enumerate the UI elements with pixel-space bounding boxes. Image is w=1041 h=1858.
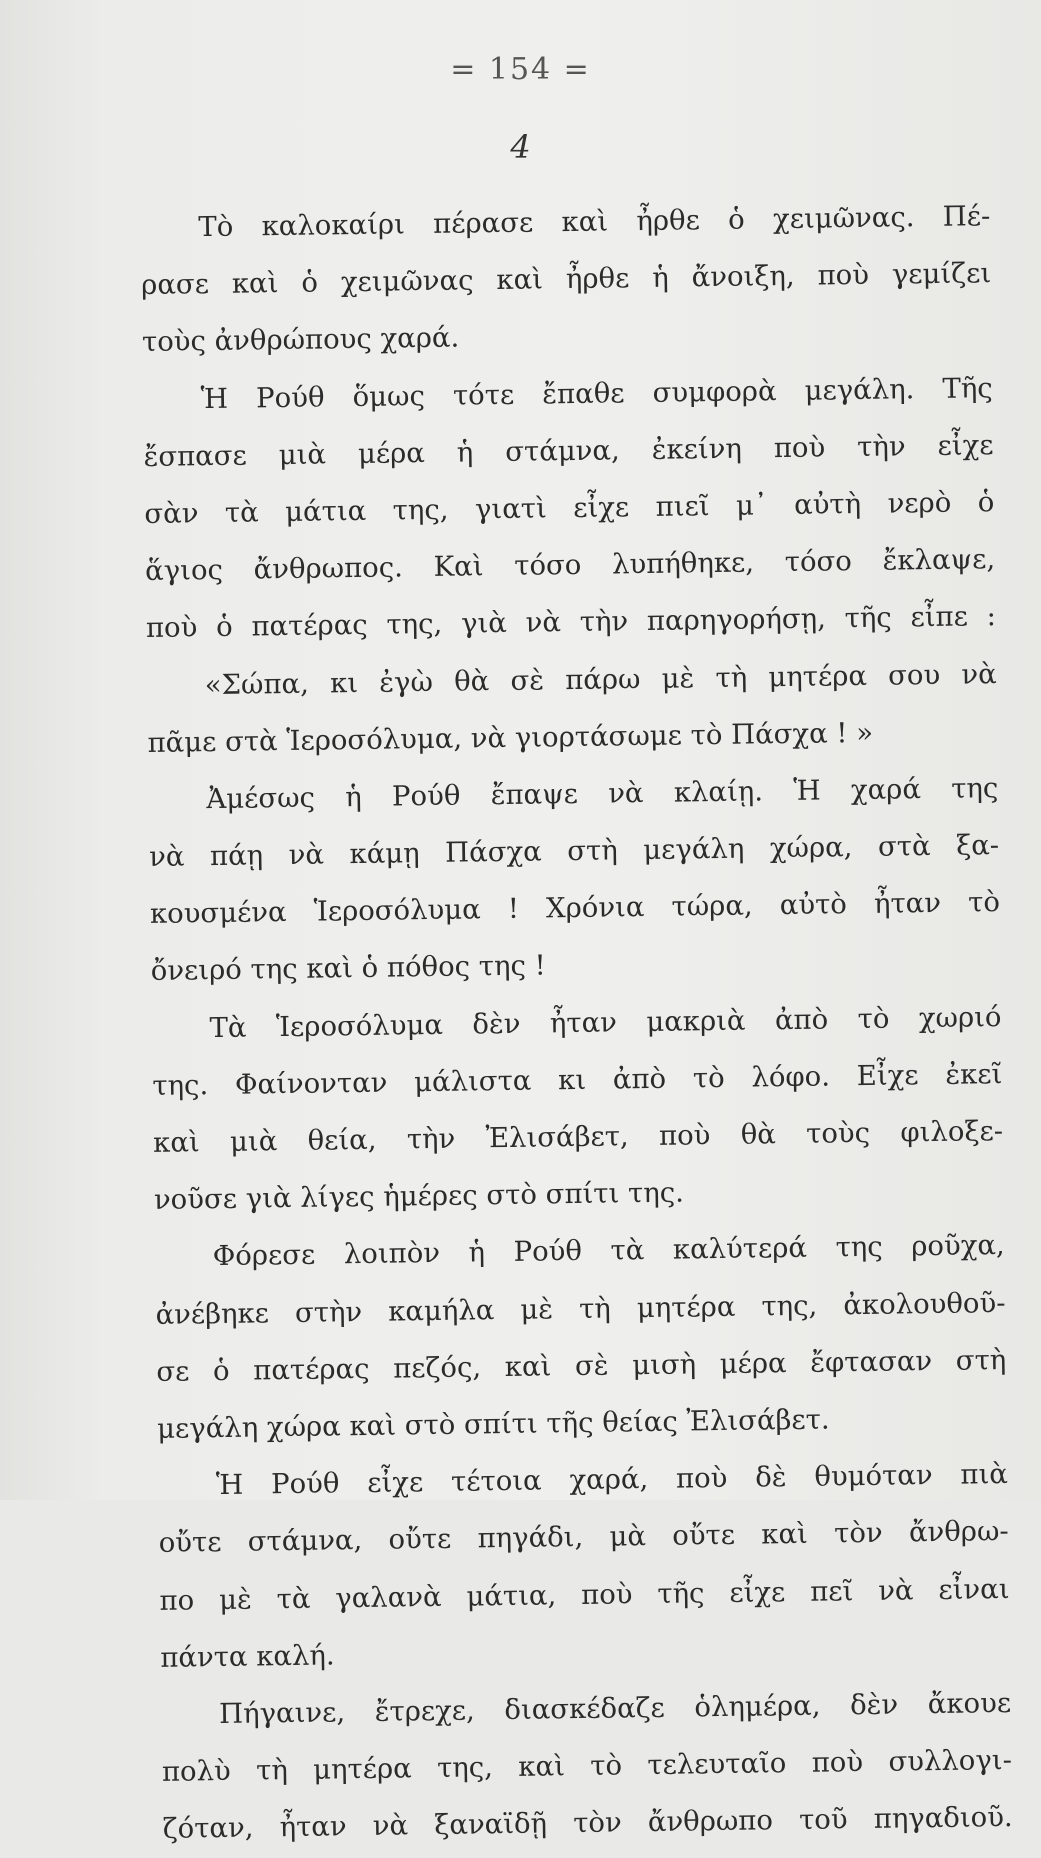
text-line: ζόταν, ἦταν νὰ ξαναϊδῇ τὸν ἄνθρωπο τοῦ πηγαδιοῦ. — [162, 1801, 1013, 1846]
text-line: τοὺς ἀνθρώπους χαρά. — [141, 321, 460, 359]
text-line: κουσμένα Ἱεροσόλυμα ! Χρόνια τώρα, αὐτὸ ἦταν τὸ — [149, 886, 1001, 931]
text-line: νὰ πάῃ νὰ κάμῃ Πάσχα στὴ μεγάλη χώρα, στὰ ξα- — [148, 829, 1000, 873]
text-line: καὶ μιὰ θεία, τὴν Ἐλισάβετ, ποὺ θὰ τοὺς φιλοξε- — [152, 1115, 1004, 1159]
text-line: ἀνέβηκε στὴν καμήλα μὲ τὴ μητέρα της, ἀκολουθοῦ- — [155, 1286, 1006, 1331]
text-line: Τὰ Ἱεροσόλυμα δὲν ἦταν μακριὰ ἀπὸ τὸ χωριό — [209, 1000, 1002, 1044]
text-line: σὰν τὰ μάτια της, γιατὶ εἶχε πιεῖ μ᾽ αὐτὴ νερὸ ὁ — [144, 486, 995, 530]
chapter-number: 4 — [510, 128, 531, 166]
text-line: πάντα καλή. — [160, 1639, 335, 1674]
text-line: ἔσπασε μιὰ μέρα ἡ στάμνα, ἐκείνη ποὺ τὴν εἶχε — [143, 428, 994, 473]
text-line: Πήγαινε, ἔτρεχε, διασκέδαζε ὁλημέρα, δὲν ἄκουε — [218, 1686, 1012, 1730]
text-line: πολὺ τὴ μητέρα της, καὶ τὸ τελευταῖο ποὺ συλλογι- — [161, 1744, 1013, 1788]
text-line: ποὺ ὁ πατέρας της, γιὰ νὰ τὴν παρηγορήσῃ, τῆς εἶπε : — [145, 600, 997, 645]
text-line: πᾶμε στὰ Ἱεροσόλυμα, νὰ γιορτάσωμε τὸ Πάσχα ! » — [147, 716, 874, 759]
text-line: μεγάλη χώρα καὶ στὸ σπίτι τῆς θείας Ἐλισάβετ. — [156, 1403, 830, 1445]
text-line: της. Φαίνονταν μάλιστα κι ἀπὸ τὸ λόφο. Εἶχε ἐκεῖ — [152, 1057, 1003, 1102]
text-line: Φόρεσε λοιπὸν ἡ Ρούθ τὰ καλύτερά της ροῦχα, — [212, 1229, 1005, 1273]
text-line: ἅγιος ἄνθρωπος. Καὶ τόσο λυπήθηκε, τόσο ἔκλαψε, — [144, 543, 996, 588]
text-line: «Σώπα, κι ἐγὼ θὰ σὲ πάρω μὲ τὴ μητέρα σου νὰ — [204, 657, 997, 701]
text-line: πο μὲ τὰ γαλανὰ μάτια, ποὺ τῆς εἶχε πεῖ νὰ εἶναι — [159, 1572, 1010, 1617]
body-text — [140, 188, 1013, 1858]
text-line: Ἡ Ρούθ εἶχε τέτοια χαρά, ποὺ δὲ θυμόταν πιὰ — [215, 1458, 1009, 1502]
text-line: Τὸ καλοκαίρι πέρασε καὶ ἦρθε ὁ χειμῶνας. Πέ- — [198, 200, 991, 244]
text-line: Ἡ Ρούθ ὅμως τότε ἔπαθε συμφορὰ μεγάλη. Τῆς — [200, 371, 993, 415]
text-line: οὔτε στάμνα, οὔτε πηγάδι, μὰ οὔτε καὶ τὸν ἄνθρω- — [158, 1515, 1009, 1560]
text-line: σε ὁ πατέρας πεζός, καὶ σὲ μισὴ μέρα ἔφτασαν στὴ — [156, 1343, 1007, 1388]
text-line: Ἀμέσως ἡ Ρούθ ἔπαψε νὰ κλαίῃ. Ἡ χαρά της — [206, 771, 999, 816]
text-line: νοῦσε γιὰ λίγες ἡμέρες στὸ σπίτι της. — [153, 1176, 685, 1217]
page-number: = 154 = — [450, 52, 591, 87]
text-line: ὄνειρό της καὶ ὁ πόθος της ! — [150, 949, 546, 988]
text-line: ρασε καὶ ὁ χειμῶνας καὶ ἦρθε ἡ ἄνοιξη, ποὺ γεμίζει — [140, 257, 992, 302]
